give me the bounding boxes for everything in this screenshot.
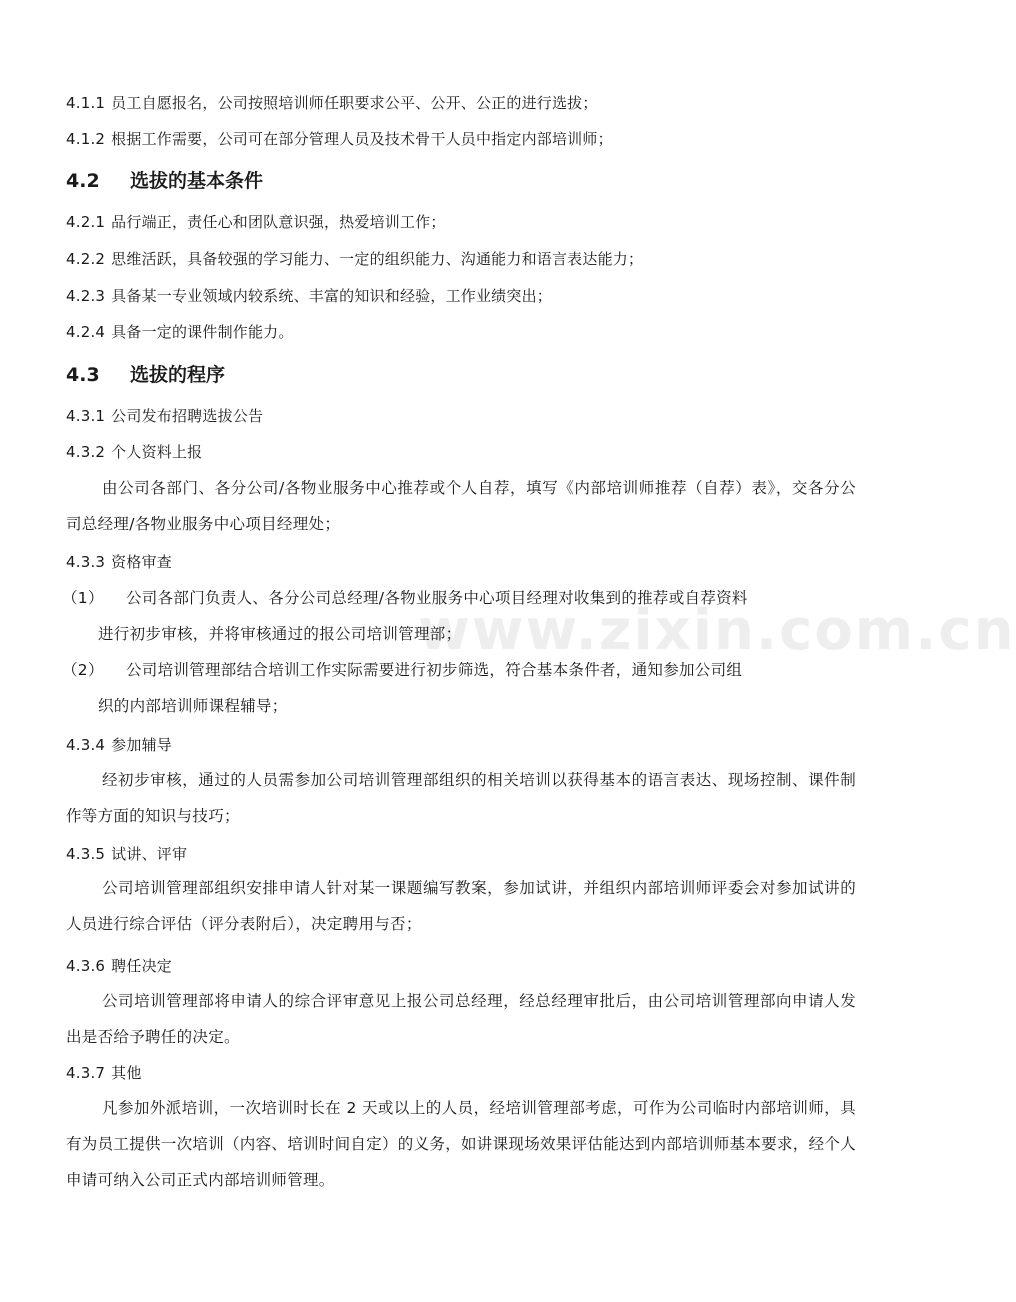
- clause-4-3-3: [66, 551, 172, 573]
- enum-item-2: [62, 652, 856, 724]
- enum-text: 公司培训管理部结合培训工作实际需要进行初步筛选，符合基本条件者，通知参加公司组: [126, 661, 743, 679]
- clause-number: 4.2.4: [66, 323, 106, 341]
- section-heading-4-3: [66, 362, 225, 388]
- section-number: 4.3: [66, 364, 100, 386]
- clause-4-2-3: [66, 285, 552, 307]
- clause-4-1-1: [66, 92, 598, 114]
- clause-4-3-4: [66, 734, 172, 756]
- enum-item-1: [62, 580, 856, 652]
- clause-number: 4.3.4: [66, 736, 106, 754]
- clause-text: 员工自愿报名，公司按照培训师任职要求公平、公开、公正的进行选拔；: [111, 94, 598, 112]
- clause-4-2-2: [66, 248, 643, 270]
- clause-4-3-5: [66, 843, 187, 865]
- clause-text: 个人资料上报: [111, 443, 203, 461]
- clause-4-3-2: [66, 441, 202, 463]
- clause-4-1-2: [66, 128, 613, 150]
- clause-4-3-7: [66, 1062, 142, 1084]
- clause-number: 4.3.2: [66, 443, 106, 461]
- clause-number: 4.2.1: [66, 213, 106, 231]
- section-number: 4.2: [66, 170, 100, 192]
- clause-text: 具备某一专业领域内较系统、丰富的知识和经验，工作业绩突出；: [111, 287, 552, 305]
- clause-text: 聘任决定: [111, 957, 172, 975]
- clause-text: 公司发布招聘选拔公告: [111, 407, 264, 425]
- enum-marker: （1）: [62, 589, 104, 607]
- clause-number: 4.2.3: [66, 287, 106, 305]
- clause-4-3-6: [66, 955, 172, 977]
- enum-continuation: 进行初步审核，并将审核通过的报公司培训管理部；: [98, 625, 462, 643]
- clause-text: 思维活跃，具备较强的学习能力、一定的组织能力、沟通能力和语言表达能力；: [111, 250, 644, 268]
- clause-number: 4.1.1: [66, 94, 106, 112]
- clause-text: 根据工作需要，公司可在部分管理人员及技术骨干人员中指定内部培训师；: [111, 130, 613, 148]
- clause-number: 4.3.5: [66, 845, 106, 863]
- clause-4-2-4: [66, 321, 294, 343]
- section-title: 选拔的程序: [130, 364, 226, 386]
- clause-number: 4.3.1: [66, 407, 106, 425]
- clause-number: 4.3.3: [66, 553, 106, 571]
- clause-number: 4.3.7: [66, 1064, 106, 1082]
- paragraph-4-3-4: 经初步审核，通过的人员需参加公司培训管理部组织的相关培训以获得基本的语言表达、现场控制、课件制作等方面的知识与技巧；: [66, 771, 856, 825]
- enum-marker: （2）: [62, 661, 104, 679]
- paragraph-4-3-2: 由公司各部门、各分公司/各物业服务中心推荐或个人自荐，填写《内部培训师推荐（自荐）表》，交各分公司总经理/各物业服务中心项目经理处；: [66, 479, 856, 533]
- clause-text: 品行端正，责任心和团队意识强，热爱培训工作；: [111, 213, 446, 231]
- section-heading-4-2: [66, 168, 263, 194]
- clause-4-2-1: [66, 211, 446, 233]
- clause-text: 其他: [111, 1064, 142, 1082]
- clause-number: 4.1.2: [66, 130, 106, 148]
- clause-number: 4.3.6: [66, 957, 106, 975]
- clause-text: 具备一定的课件制作能力。: [111, 323, 294, 341]
- enum-text: 公司各部门负责人、各分公司总经理/各物业服务中心项目经理对收集到的推荐或自荐资料: [126, 589, 748, 607]
- clause-text: 参加辅导: [111, 736, 172, 754]
- clause-text: 资格审查: [111, 553, 172, 571]
- section-title: 选拔的基本条件: [130, 170, 264, 192]
- paragraph-4-3-5: 公司培训管理部组织安排申请人针对某一课题编写教案，参加试讲，并组织内部培训师评委会对参加试讲的人员进行综合评估（评分表附后），决定聘用与否；: [66, 879, 856, 933]
- clause-text: 试讲、评审: [111, 845, 188, 863]
- paragraph-4-3-6: 公司培训管理部将申请人的综合评审意见上报公司总经理，经总经理审批后，由公司培训管理部向申请人发出是否给予聘任的决定。: [66, 992, 856, 1046]
- paragraph-4-3-7: 凡参加外派培训，一次培训时长在 2 天或以上的人员，经培训管理部考虑，可作为公司临时内部培训师，具有为员工提供一次培训（内容、培训时间自定）的义务，如讲课现场效果评估能达到内部培训师基本要求，经个人申请可纳入公司正式内部培训师管理。: [66, 1099, 857, 1189]
- clause-4-3-1: [66, 405, 263, 427]
- watermark: www.zixin.com.cn: [418, 598, 1016, 663]
- enum-continuation: 织的内部培训师课程辅导；: [98, 697, 288, 715]
- clause-number: 4.2.2: [66, 250, 106, 268]
